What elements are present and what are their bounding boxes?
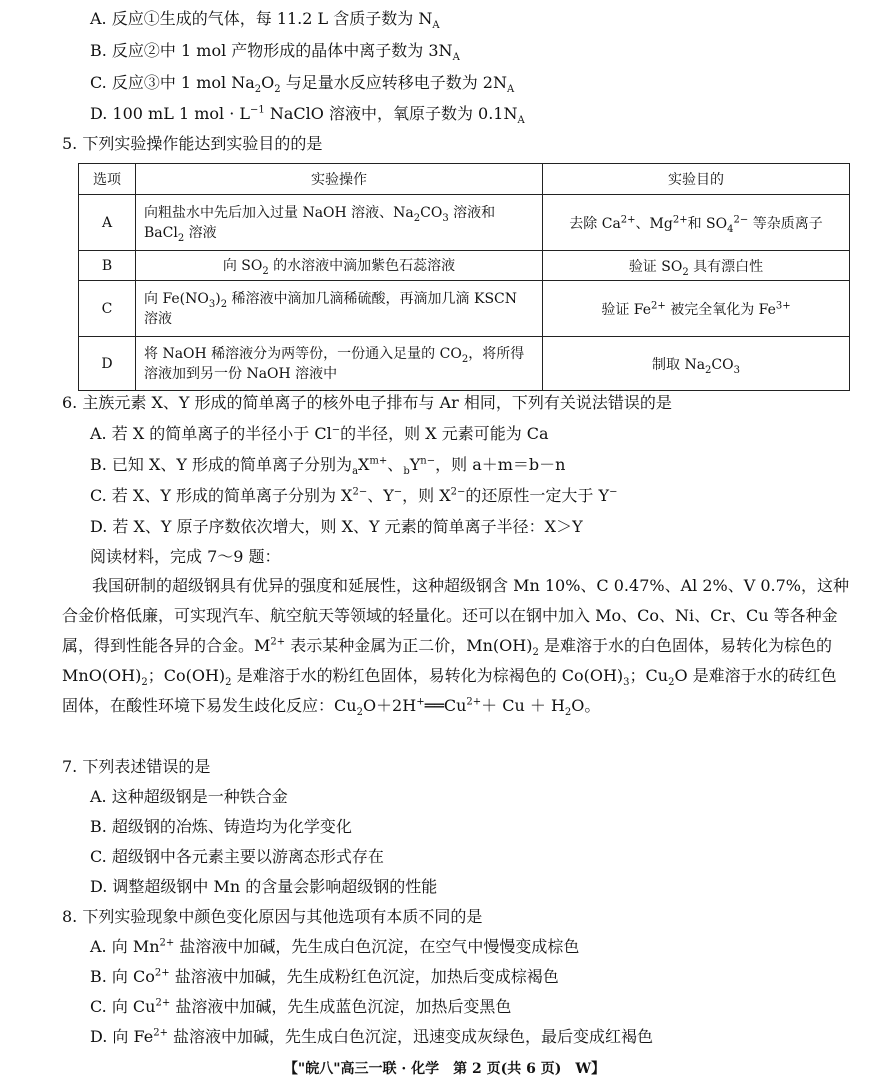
row-label: A [79, 195, 136, 251]
row-label: C [79, 281, 136, 337]
header-option: 选项 [79, 164, 136, 195]
header-operation: 实验操作 [136, 164, 543, 195]
q4-option-b: B. 反应②中 1 mol 产物形成的晶体中离子数为 $3N_A$ [90, 41, 460, 64]
row-operation: 向 $Fe(NO_3)_2$ 稀溶液中滴加几滴稀硫酸，再滴加几滴 KSCN 溶液 [136, 281, 543, 337]
row-purpose: 制取 $Na_2CO_3$ [543, 337, 850, 391]
q6-option-c: C. 若 X、Y 形成的简单离子分别为 $X^{2-}$、Y−，则 $X^{2-}$的还原性一定大于 Y− [90, 486, 618, 505]
q4-option-c: C. 反应③中 1 mol $Na_2O_2$ 与足量水反应转移电子数为 $2N_A$ [90, 73, 515, 96]
header-purpose: 实验目的 [543, 164, 850, 195]
q8-stem: 8. 下列实验现象中颜色变化原因与其他选项有本质不同的是 [62, 907, 483, 926]
q7-option-d: D. 调整超级钢中 Mn 的含量会影响超级钢的性能 [90, 877, 438, 896]
q4-option-d: D. 100 mL 1 mol · $L^{-1}$ NaClO 溶液中，氧原子数为 $0.1N_A$ [90, 104, 525, 127]
q6-option-d: D. 若 X、Y 原子序数依次增大，则 X、Y 元素的简单离子半径：X＞Y [90, 517, 583, 536]
q6-option-b: B. 已知 X、Y 形成的简单离子分别为$_aX^{m+}$、$_bY^{n-}$，则 a＋m＝b－n [90, 455, 566, 478]
q8-option-a: A. 向 $Mn^{2+}$ 盐溶液中加碱，先生成白色沉淀，在空气中慢慢变成棕色 [90, 937, 580, 956]
q8-option-b: B. 向 $Co^{2+}$ 盐溶液中加碱，先生成粉红色沉淀，加热后变成棕褐色 [90, 967, 559, 986]
q8-option-c: C. 向 $Cu^{2+}$ 盐溶液中加碱，先生成蓝色沉淀，加热后变黑色 [90, 997, 512, 1016]
page-footer: 【"皖八"高三一联 · 化学 第 2 页(共 6 页) W】 [283, 1061, 606, 1077]
q7-option-a: A. 这种超级钢是一种铁合金 [90, 787, 288, 806]
reading-paragraph [62, 571, 852, 721]
table-row [79, 195, 850, 251]
row-purpose: 验证 $Fe^{2+}$ 被完全氧化为 $Fe^{3+}$ [543, 281, 850, 337]
reading-paragraph-text: 我国研制的超级钢具有优异的强度和延展性，这种超级钢含 Mn 10%、C 0.47%、Al 2%、V 0.7%，这种合金价格低廉，可实现汽车、航空航天等领域的轻量化。还可以在钢中加入 Mo、Co、Ni、Cr、Cu 等各种金属，得到性能各异的合金。$M^{2+}$ 表示某种金属为正二价，$Mn(OH)_2$ 是难溶于水的白色固体，易转化为棕色的 $MnO(OH)_2$；$Co(OH)_2$ 是难溶于水的粉红色固体，易转化为棕褐色的 $Co(OH)_3$；$Cu_2O$ 是难溶于水的砖红色固体，在酸性环境下易发生歧化反应：$Cu_2O+2H^+══Cu^{2+}+ Cu + H_2O$。 [62, 576, 850, 719]
table-row [79, 337, 850, 391]
q8-option-d: D. 向 $Fe^{2+}$ 盐溶液中加碱，先生成白色沉淀，迅速变成灰绿色，最后变成红褐色 [90, 1027, 654, 1046]
q6-stem: 6. 主族元素 X、Y 形成的简单离子的核外电子排布与 Ar 相同，下列有关说法错误的是 [62, 393, 672, 412]
reading-intro: 阅读材料，完成 7～9 题： [90, 547, 281, 566]
q7-stem: 7. 下列表述错误的是 [62, 757, 211, 776]
q5-experiment-table [78, 163, 850, 391]
table-row [79, 281, 850, 337]
row-operation: 将 NaOH 稀溶液分为两等份，一份通入足量的 $CO_2$，将所得溶液加到另一份 NaOH 溶液中 [136, 337, 543, 391]
table-header-row [79, 164, 850, 195]
table-row [79, 251, 850, 281]
row-purpose: 验证 $SO_2$ 具有漂白性 [543, 251, 850, 281]
row-operation: 向粗盐水中先后加入过量 NaOH 溶液、$Na_2CO_3$ 溶液和 BaCl$_2$ 溶液 [136, 195, 543, 251]
q4-option-a: A. 反应①生成的气体，每 11.2 L 含质子数为 $N_A$ [90, 9, 440, 32]
q6-option-a: A. 若 X 的简单离子的半径小于 Cl−的半径，则 X 元素可能为 Ca [90, 424, 549, 443]
q7-option-b: B. 超级钢的冶炼、铸造均为化学变化 [90, 817, 352, 836]
row-label: B [79, 251, 136, 281]
q7-option-c: C. 超级钢中各元素主要以游离态形式存在 [90, 847, 384, 866]
row-operation: 向 $SO_2$ 的水溶液中滴加紫色石蕊溶液 [136, 251, 543, 281]
row-label: D [79, 337, 136, 391]
q5-stem: 5. 下列实验操作能达到实验目的的是 [62, 134, 323, 153]
row-purpose: 去除 $Ca^{2+}$、$Mg^{2+}$和 $SO_4^{2-}$ 等杂质离子 [543, 195, 850, 251]
